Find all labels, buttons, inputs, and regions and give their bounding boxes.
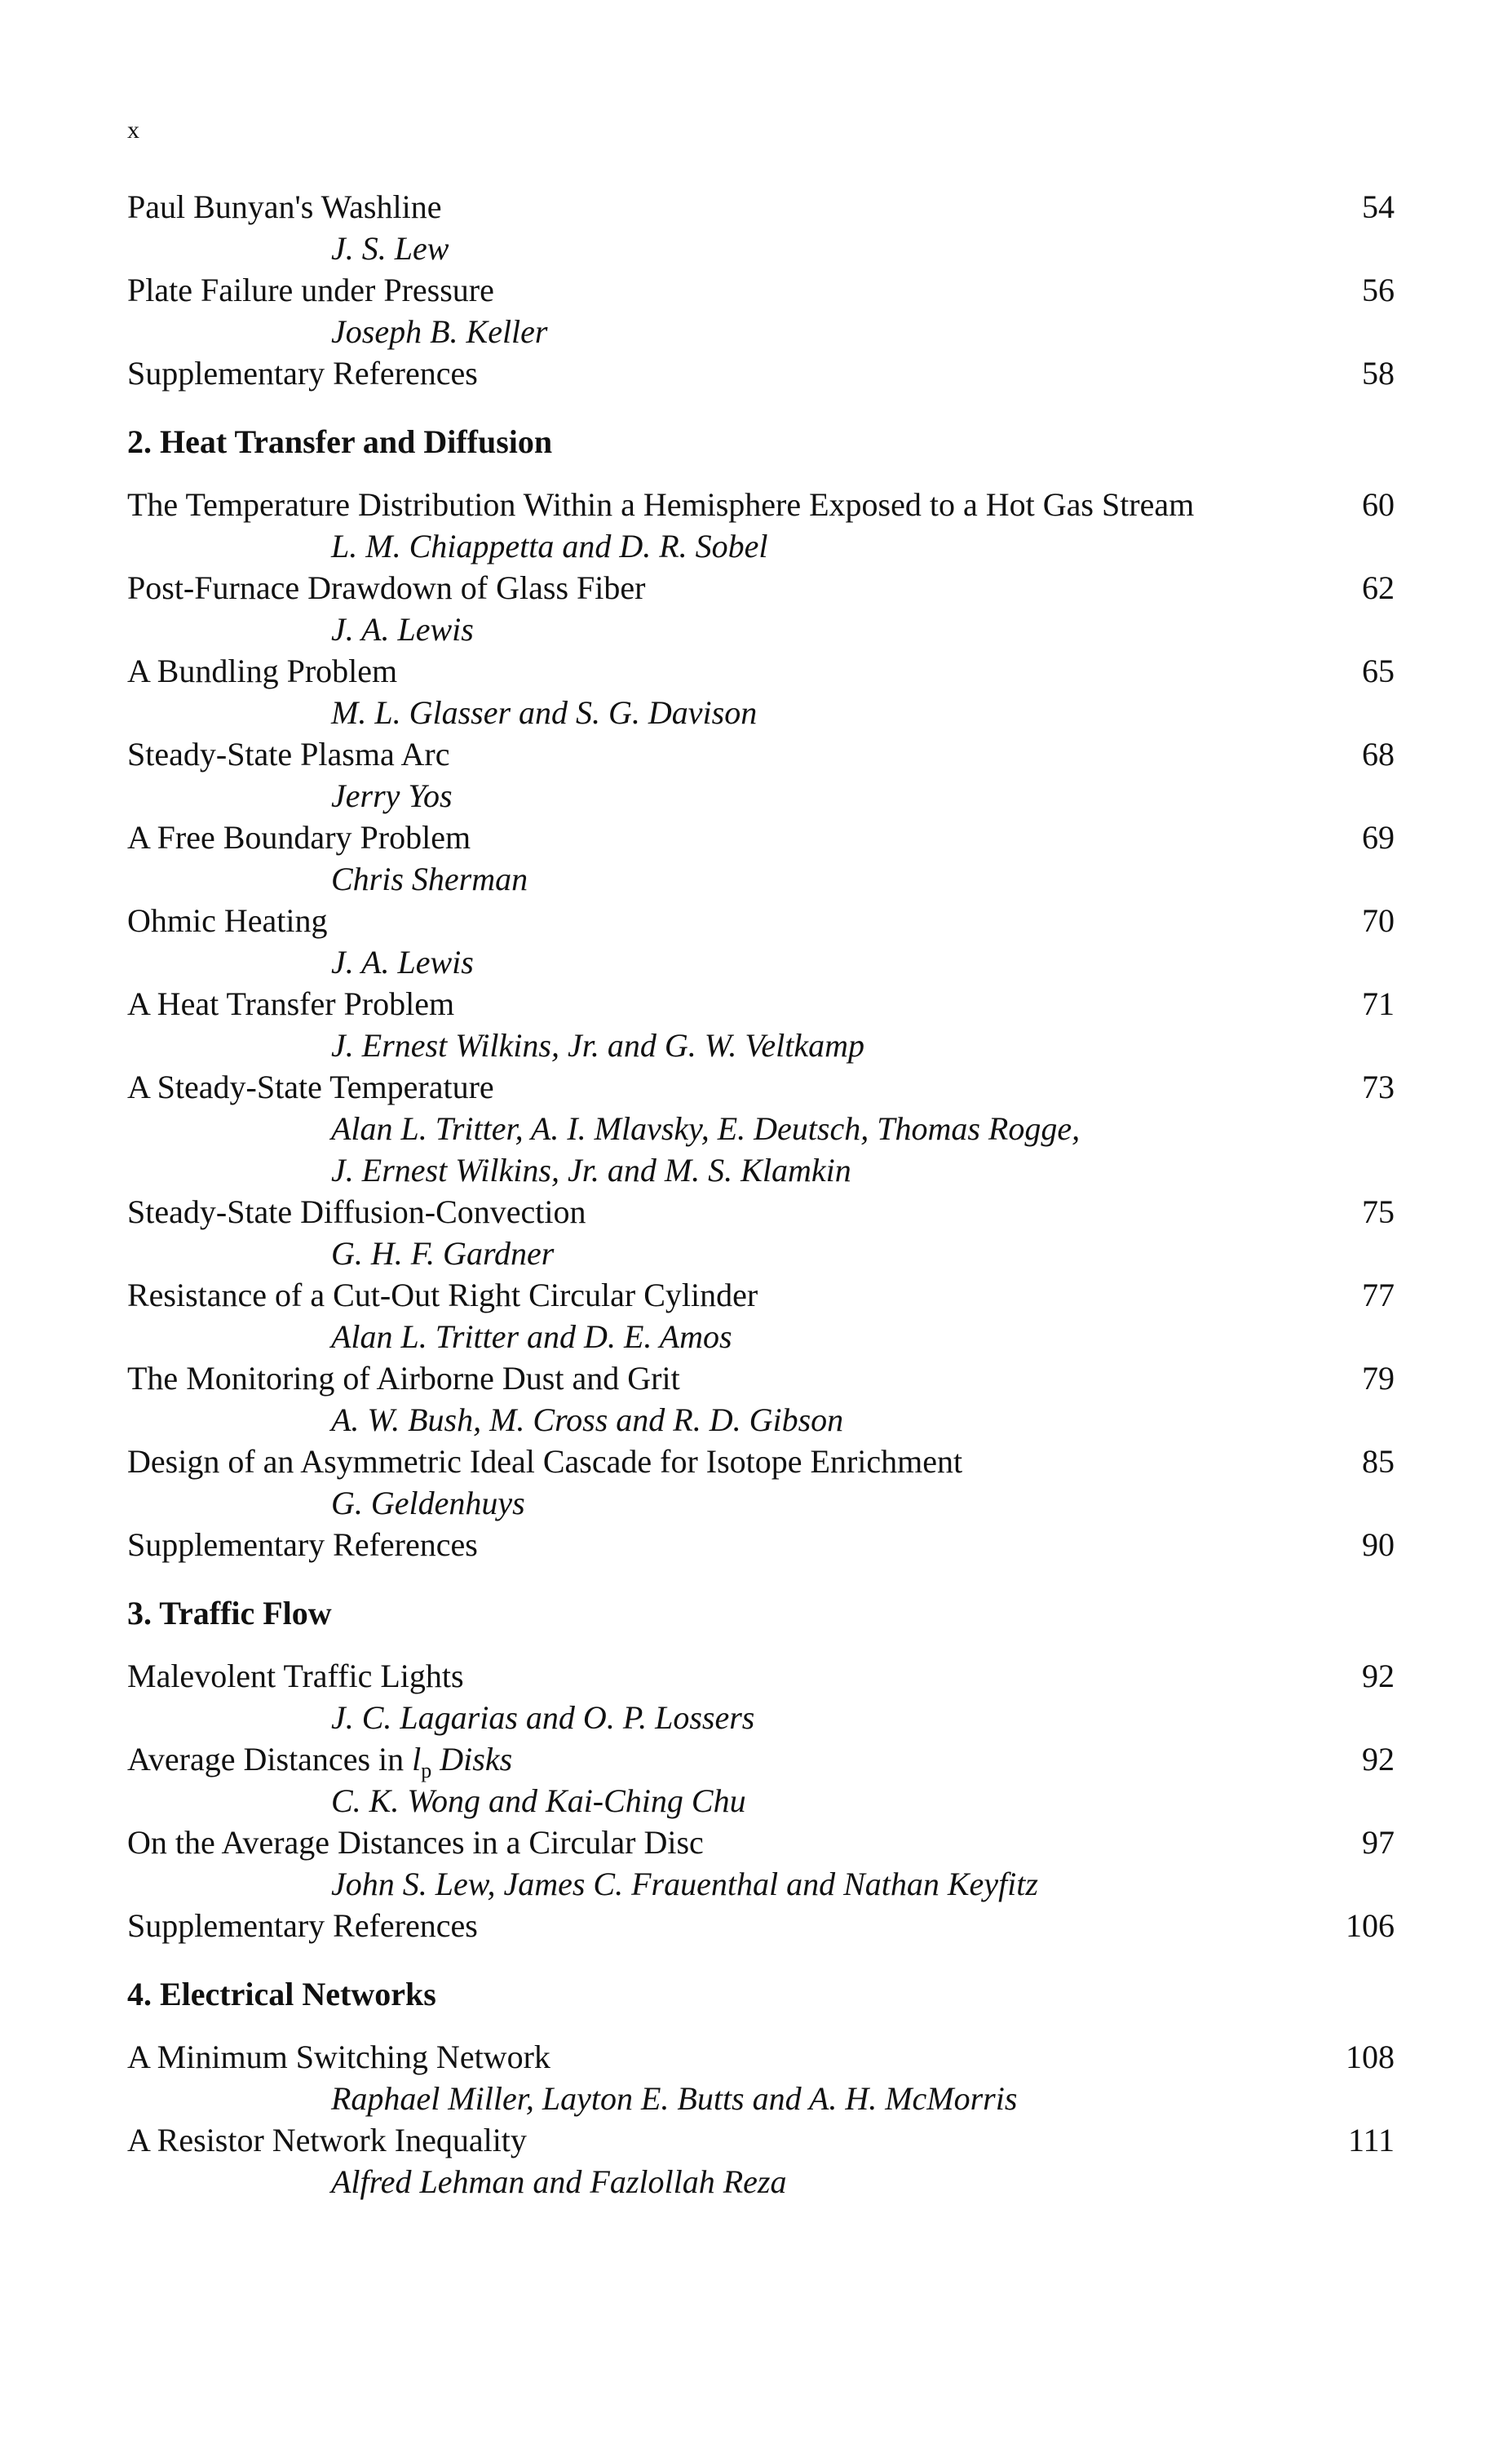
toc-entry-row bbox=[127, 1441, 1395, 1482]
entry-title-text: Design of an Asymmetric Ideal Cascade for Isotope Enrichment bbox=[127, 1443, 963, 1480]
entry-title-text: A Resistor Network Inequality bbox=[127, 2122, 527, 2158]
toc-entry bbox=[127, 1524, 1395, 1565]
toc-entry-row bbox=[127, 186, 1395, 228]
entry-page-number: 92 bbox=[1362, 1658, 1395, 1694]
entry-title-text: Resistance of a Cut-Out Right Circular Cylinder bbox=[127, 1277, 758, 1313]
toc-entry-row bbox=[127, 1191, 1395, 1233]
entry-authors: J. C. Lagarias and O. P. Lossers bbox=[331, 1699, 755, 1736]
toc-entry-row bbox=[127, 1655, 1395, 1697]
entry-title-text: A Bundling Problem bbox=[127, 653, 398, 689]
entry-title bbox=[127, 1655, 464, 1697]
entry-authors: Chris Sherman bbox=[331, 861, 528, 897]
entry-authors: Alan L. Tritter, A. I. Mlavsky, E. Deutsch, Thomas Rogge, bbox=[331, 1110, 1081, 1147]
entry-page-number: 60 bbox=[1362, 486, 1395, 523]
entry-title-text: The Temperature Distribution Within a Hemisphere Exposed to a Hot Gas Stream bbox=[127, 486, 1195, 523]
entry-page-number: 54 bbox=[1362, 188, 1395, 225]
section-heading: 2. Heat Transfer and Diffusion bbox=[127, 423, 553, 460]
toc-entry bbox=[127, 186, 1395, 269]
toc-entry bbox=[127, 1905, 1395, 1946]
entry-title bbox=[127, 186, 441, 228]
entry-page-number: 70 bbox=[1362, 902, 1395, 939]
entry-title bbox=[127, 1357, 680, 1399]
entry-authors: L. M. Chiappetta and D. R. Sobel bbox=[331, 528, 768, 564]
toc-entry-row bbox=[127, 352, 1395, 394]
section-heading: 4. Electrical Networks bbox=[127, 1976, 436, 2012]
entry-title bbox=[127, 1274, 758, 1316]
toc-entry bbox=[127, 567, 1395, 650]
toc-entry-row bbox=[127, 1524, 1395, 1565]
entry-page-number: 71 bbox=[1362, 985, 1395, 1022]
entry-authors: Joseph B. Keller bbox=[331, 313, 548, 350]
entry-authors: Alfred Lehman and Fazlollah Reza bbox=[331, 2163, 787, 2200]
entry-title bbox=[127, 352, 478, 394]
entry-page-number: 56 bbox=[1362, 272, 1395, 308]
toc-entry-row bbox=[127, 1822, 1395, 1863]
entry-title-text: A Steady-State Temperature bbox=[127, 1069, 494, 1105]
entry-authors: J. A. Lewis bbox=[331, 611, 474, 648]
entry-title-text: Supplementary References bbox=[127, 1907, 478, 1944]
toc-entry-row bbox=[127, 900, 1395, 941]
entry-title bbox=[127, 983, 454, 1025]
entry-title-text: Plate Failure under Pressure bbox=[127, 272, 494, 308]
entry-authors: Jerry Yos bbox=[331, 777, 453, 814]
toc-entry bbox=[127, 2036, 1395, 2119]
entry-authors: John S. Lew, James C. Frauenthal and Nathan Keyfitz bbox=[331, 1866, 1038, 1902]
entry-page-number: 79 bbox=[1362, 1360, 1395, 1397]
entry-title bbox=[127, 1066, 494, 1108]
toc-entry-row bbox=[127, 2036, 1395, 2078]
entry-page-number: 62 bbox=[1362, 569, 1395, 606]
toc-entry bbox=[127, 1066, 1395, 1191]
toc-entry-row bbox=[127, 817, 1395, 858]
entry-title bbox=[127, 1524, 478, 1565]
toc-entry bbox=[127, 269, 1395, 352]
toc-entry-row bbox=[127, 1905, 1395, 1946]
entry-page-number: 106 bbox=[1346, 1907, 1395, 1944]
entry-page-number: 58 bbox=[1362, 355, 1395, 392]
entry-title-text: Steady-State Diffusion-Convection bbox=[127, 1193, 586, 1230]
toc-entry bbox=[127, 1738, 1395, 1822]
entry-page-number: 92 bbox=[1362, 1741, 1395, 1777]
entry-title bbox=[127, 2036, 550, 2078]
entry-title bbox=[127, 1441, 962, 1482]
entry-title-text: Ohmic Heating bbox=[127, 902, 328, 939]
toc-entry bbox=[127, 1274, 1395, 1357]
entry-title bbox=[127, 484, 1194, 525]
toc-section bbox=[127, 421, 1395, 1565]
entry-title-tail: Disks bbox=[431, 1741, 513, 1777]
entry-authors: J. Ernest Wilkins, Jr. and G. W. Veltkamp bbox=[331, 1027, 865, 1064]
entry-title-text: A Heat Transfer Problem bbox=[127, 985, 455, 1022]
entry-title bbox=[127, 1191, 586, 1233]
entry-authors: Alan L. Tritter and D. E. Amos bbox=[331, 1318, 732, 1355]
entry-title bbox=[127, 567, 645, 609]
page-number: x bbox=[127, 117, 139, 144]
entry-title-text: Steady-State Plasma Arc bbox=[127, 736, 450, 773]
toc-entry bbox=[127, 733, 1395, 817]
section-heading: 3. Traffic Flow bbox=[127, 1595, 332, 1631]
entry-authors: G. Geldenhuys bbox=[331, 1485, 525, 1521]
toc-entry bbox=[127, 1191, 1395, 1274]
entry-page-number: 68 bbox=[1362, 736, 1395, 773]
entry-title-subscript: p bbox=[421, 1759, 432, 1782]
entry-authors: G. H. F. Gardner bbox=[331, 1235, 555, 1272]
entry-page-number: 73 bbox=[1362, 1069, 1395, 1105]
entry-page-number: 65 bbox=[1362, 653, 1395, 689]
entry-authors: Raphael Miller, Layton E. Butts and A. H. McMorris bbox=[331, 2080, 1018, 2117]
entry-page-number: 77 bbox=[1362, 1277, 1395, 1313]
entry-page-number: 85 bbox=[1362, 1443, 1395, 1480]
entry-title bbox=[127, 1738, 512, 1780]
entry-page-number: 111 bbox=[1347, 2122, 1395, 2158]
toc-entry bbox=[127, 1822, 1395, 1905]
entry-page-number: 69 bbox=[1362, 819, 1395, 856]
toc-entry bbox=[127, 484, 1395, 567]
entry-title-text: A Free Boundary Problem bbox=[127, 819, 471, 856]
toc-entry-row bbox=[127, 1738, 1395, 1780]
entry-title-math: l bbox=[412, 1741, 422, 1777]
toc-entry-row bbox=[127, 2119, 1395, 2161]
table-of-contents bbox=[127, 186, 1395, 2202]
entry-page-number: 97 bbox=[1362, 1824, 1395, 1861]
toc-entry-row bbox=[127, 1274, 1395, 1316]
entry-title bbox=[127, 733, 449, 775]
toc-entry-row bbox=[127, 1066, 1395, 1108]
entry-title bbox=[127, 269, 494, 311]
toc-entry-row bbox=[127, 484, 1395, 525]
toc-entry bbox=[127, 1441, 1395, 1524]
toc-entry bbox=[127, 2119, 1395, 2202]
entry-title bbox=[127, 900, 328, 941]
toc-entry bbox=[127, 1655, 1395, 1738]
entry-authors: J. Ernest Wilkins, Jr. and M. S. Klamkin bbox=[331, 1152, 851, 1189]
toc-entry bbox=[127, 983, 1395, 1066]
toc-entry bbox=[127, 352, 1395, 394]
entry-title-text: A Minimum Switching Network bbox=[127, 2039, 550, 2075]
entry-title-text: Average Distances in bbox=[127, 1741, 413, 1777]
toc-entry bbox=[127, 900, 1395, 983]
entry-authors: M. L. Glasser and S. G. Davison bbox=[331, 694, 758, 731]
entry-page-number: 108 bbox=[1346, 2039, 1395, 2075]
toc-entry-row bbox=[127, 1357, 1395, 1399]
entry-title bbox=[127, 1822, 704, 1863]
entry-page-number: 90 bbox=[1362, 1526, 1395, 1563]
entry-title bbox=[127, 2119, 527, 2161]
entry-title-text: On the Average Distances in a Circular Disc bbox=[127, 1824, 704, 1861]
entry-title-text: Malevolent Traffic Lights bbox=[127, 1658, 464, 1694]
entry-title-text: Supplementary References bbox=[127, 1526, 478, 1563]
entry-authors: J. S. Lew bbox=[331, 230, 449, 267]
entry-title-text: Supplementary References bbox=[127, 355, 478, 392]
entry-authors: C. K. Wong and Kai-Ching Chu bbox=[331, 1782, 746, 1819]
entry-title-text: Paul Bunyan's Washline bbox=[127, 188, 442, 225]
entry-title-text: The Monitoring of Airborne Dust and Grit bbox=[127, 1360, 680, 1397]
toc-section bbox=[127, 1592, 1395, 1946]
toc-entry-row bbox=[127, 650, 1395, 692]
toc-entry bbox=[127, 1357, 1395, 1441]
entry-authors: J. A. Lewis bbox=[331, 944, 474, 981]
entry-title bbox=[127, 1905, 478, 1946]
entry-title bbox=[127, 817, 471, 858]
toc-entry-row bbox=[127, 269, 1395, 311]
toc-section bbox=[127, 186, 1395, 394]
entry-authors: A. W. Bush, M. Cross and R. D. Gibson bbox=[331, 1401, 844, 1438]
entry-title-text: Post-Furnace Drawdown of Glass Fiber bbox=[127, 569, 646, 606]
toc-entry-row bbox=[127, 733, 1395, 775]
toc-entry-row bbox=[127, 567, 1395, 609]
toc-section bbox=[127, 1973, 1395, 2202]
toc-entry-row bbox=[127, 983, 1395, 1025]
toc-entry bbox=[127, 817, 1395, 900]
toc-entry bbox=[127, 650, 1395, 733]
entry-page-number: 75 bbox=[1362, 1193, 1395, 1230]
entry-title bbox=[127, 650, 397, 692]
